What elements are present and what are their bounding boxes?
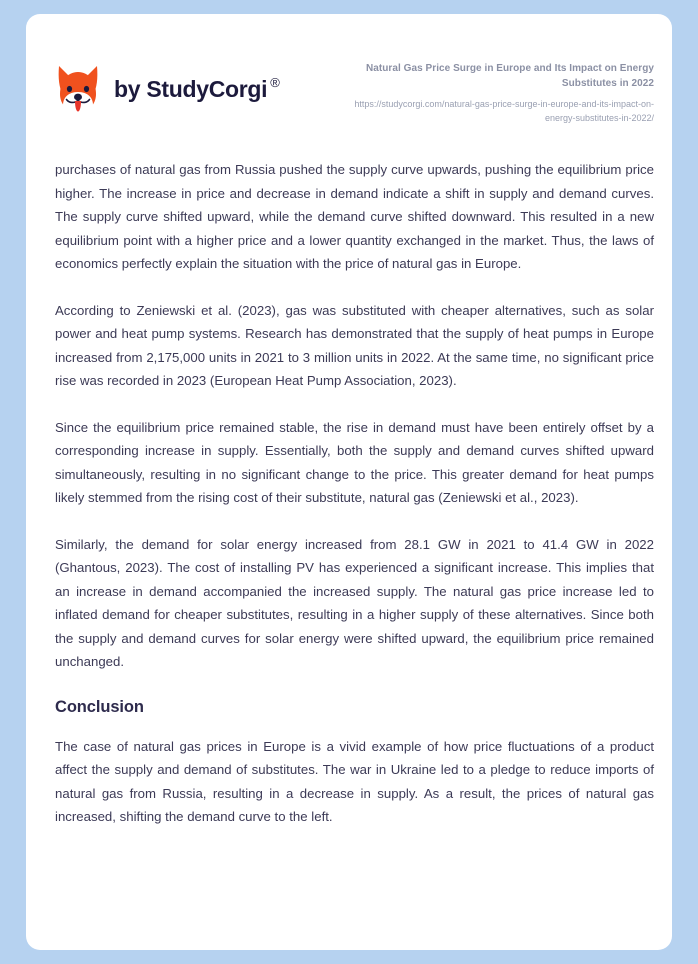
body-paragraph: According to Zeniewski et al. (2023), gas was substituted with cheaper alternatives, such as solar power and heat pump systems. Research has demonstrated that the supply of heat pumps in Europe increased from 2,175,000 units in 2021 to 3 million units in 2022. At the same time, no significant price rise was recorded in 2023 (European Heat Pump Association, 2023).	[55, 302, 654, 388]
brand-logo-group[interactable]	[55, 60, 280, 114]
brand-wordmark-text: by StudyCorgi	[114, 75, 268, 102]
registered-trademark-icon: ®	[270, 74, 280, 90]
article-title: Natural Gas Price Surge in Europe and Its Impact on Energy Substitutes in 2022	[366, 63, 654, 89]
header-meta	[324, 60, 654, 125]
document-body	[26, 125, 672, 829]
body-paragraph: purchases of natural gas from Russia pushed the supply curve upwards, pushing the equilibrium price higher. The increase in price and decrease in demand indicate a shift in supply and demand curves. The supply curve shifted upward, while the demand curve shifted downward. This resulted in a new equilibrium point with a higher price and a lower quantity exchanged in the market. Thus, the laws of economics perfectly explain the situation with the price of natural gas in Europe.	[55, 162, 654, 271]
section-heading-conclusion: Conclusion	[55, 697, 144, 716]
document-card	[26, 14, 672, 950]
conclusion-paragraph: The case of natural gas prices in Europe is a vivid example of how price fluctuations of a product affect the supply and demand of substitutes. The war in Ukraine led to a pledge to reduce imports of natural gas from Russia, resulting in a decrease in supply. As a result, the prices of natural gas increased, shifting the demand curve to the left.	[55, 738, 654, 825]
article-url[interactable]: https://studycorgi.com/natural-gas-price-surge-in-europe-and-its-impact-on-energy-substitutes-in-2022/	[354, 99, 654, 123]
brand-wordmark	[114, 74, 280, 102]
body-paragraph: Similarly, the demand for solar energy increased from 28.1 GW in 2021 to 41.4 GW in 2022 (Ghantous, 2023). The cost of installing PV has experienced a significant increase. This implies that an increase in demand accompanied the increased supply. The natural gas price increase led to inflated demand for cheaper substitutes, resulting in a higher supply of these alternatives. Since both the supply and demand curves for solar energy were shifted upward, the equilibrium price remained unchanged.	[55, 536, 654, 669]
document-header	[26, 14, 672, 125]
corgi-head-icon	[55, 64, 101, 114]
body-paragraph: Since the equilibrium price remained stable, the rise in demand must have been entirely offset by a corresponding increase in supply. Essentially, both the supply and demand curves shifted upward simultaneously, resulting in no significant change to the price. This greater demand for heat pumps likely stemmed from the rising cost of their substitute, natural gas (Zeniewski et al., 2023).	[55, 419, 654, 505]
